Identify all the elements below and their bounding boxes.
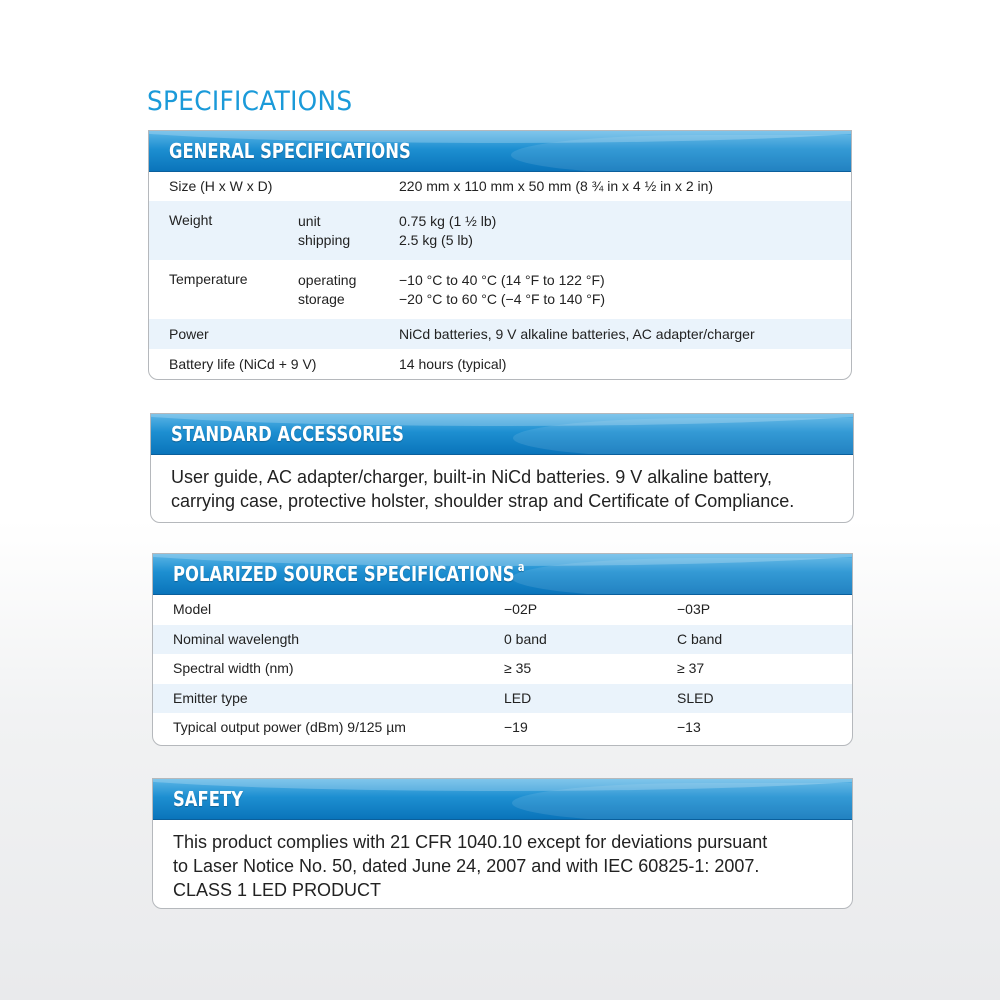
general-specifications-panel <box>148 130 852 380</box>
table-row <box>153 684 852 714</box>
row-label: Battery life (NiCd + 9 V) <box>169 356 317 372</box>
row-value: LED <box>504 689 532 706</box>
row-label: Nominal wavelength <box>173 630 300 647</box>
standard-accessories-title: STANDARD ACCESSORIES <box>171 422 404 446</box>
polarized-source-title-text: POLARIZED SOURCE SPECIFICATIONS <box>173 562 515 586</box>
row-value: 220 mm x 110 mm x 50 mm (8 ¾ in x 4 ½ in x 2 in) <box>399 178 714 194</box>
safety-line: CLASS 1 LED PRODUCT <box>173 880 382 900</box>
row-sublabel: shipping <box>298 232 351 248</box>
row-label: Model <box>173 601 212 617</box>
row-sublabel: operating <box>298 272 357 288</box>
polarized-source-header <box>153 554 852 595</box>
safety-panel <box>152 778 853 909</box>
general-specifications-table <box>149 172 851 379</box>
polarized-source-title <box>173 562 525 586</box>
table-row <box>153 625 852 655</box>
accessories-line: User guide, AC adapter/charger, built-in NiCd batteries. 9 V alkaline battery, <box>171 467 772 487</box>
row-label: Emitter type <box>173 689 248 706</box>
row-value: −02P <box>504 601 538 617</box>
safety-line: to Laser Notice No. 50, dated June 24, 2007 and with IEC 60825-1: 2007. <box>173 856 760 876</box>
row-label: Spectral width (nm) <box>173 660 294 677</box>
row-value: −03P <box>677 601 711 617</box>
general-specifications-title: GENERAL SPECIFICATIONS <box>169 139 411 163</box>
table-row <box>153 654 852 684</box>
table-row <box>153 713 852 743</box>
row-value: C band <box>677 630 723 647</box>
table-row <box>149 201 851 260</box>
general-specifications-header <box>149 131 851 172</box>
row-value: 14 hours (typical) <box>399 356 507 372</box>
standard-accessories-text <box>151 455 853 513</box>
row-label: Power <box>169 326 209 342</box>
table-row <box>149 319 851 349</box>
table-row <box>149 349 851 379</box>
row-value: SLED <box>677 689 714 706</box>
row-value: −19 <box>504 719 528 736</box>
row-value: ≥ 37 <box>677 660 705 677</box>
row-value: −13 <box>677 719 701 736</box>
standard-accessories-panel <box>150 413 854 523</box>
safety-text <box>153 820 852 902</box>
row-value: NiCd batteries, 9 V alkaline batteries, AC adapter/charger <box>399 326 755 342</box>
row-label: Typical output power (dBm) 9/125 µm <box>173 719 406 736</box>
accessories-line: carrying case, protective holster, shoulder strap and Certificate of Compliance. <box>171 491 795 511</box>
row-label: Weight <box>169 212 213 228</box>
table-row <box>149 172 851 201</box>
polarized-source-panel <box>152 553 853 746</box>
row-sublabel: unit <box>298 213 321 229</box>
row-label: Temperature <box>169 271 248 287</box>
page-title: SPECIFICATIONS <box>147 86 353 117</box>
table-row <box>153 595 852 625</box>
table-row <box>149 260 851 319</box>
safety-title: SAFETY <box>173 787 243 811</box>
row-label: Size (H x W x D) <box>169 178 273 194</box>
footnote-mark: a <box>517 560 525 574</box>
safety-header <box>153 779 852 820</box>
row-value: 0 band <box>504 630 547 647</box>
row-sublabel: storage <box>298 291 345 307</box>
standard-accessories-header <box>151 414 853 455</box>
row-value: 2.5 kg (5 lb) <box>399 232 473 248</box>
row-value: −20 °C to 60 °C (−4 °F to 140 °F) <box>399 291 606 307</box>
row-value: −10 °C to 40 °C (14 °F to 122 °F) <box>399 272 605 288</box>
safety-line: This product complies with 21 CFR 1040.10 except for deviations pursuant <box>173 832 768 852</box>
row-value: ≥ 35 <box>504 660 532 677</box>
polarized-source-table <box>153 595 852 743</box>
row-value: 0.75 kg (1 ½ lb) <box>399 213 497 229</box>
